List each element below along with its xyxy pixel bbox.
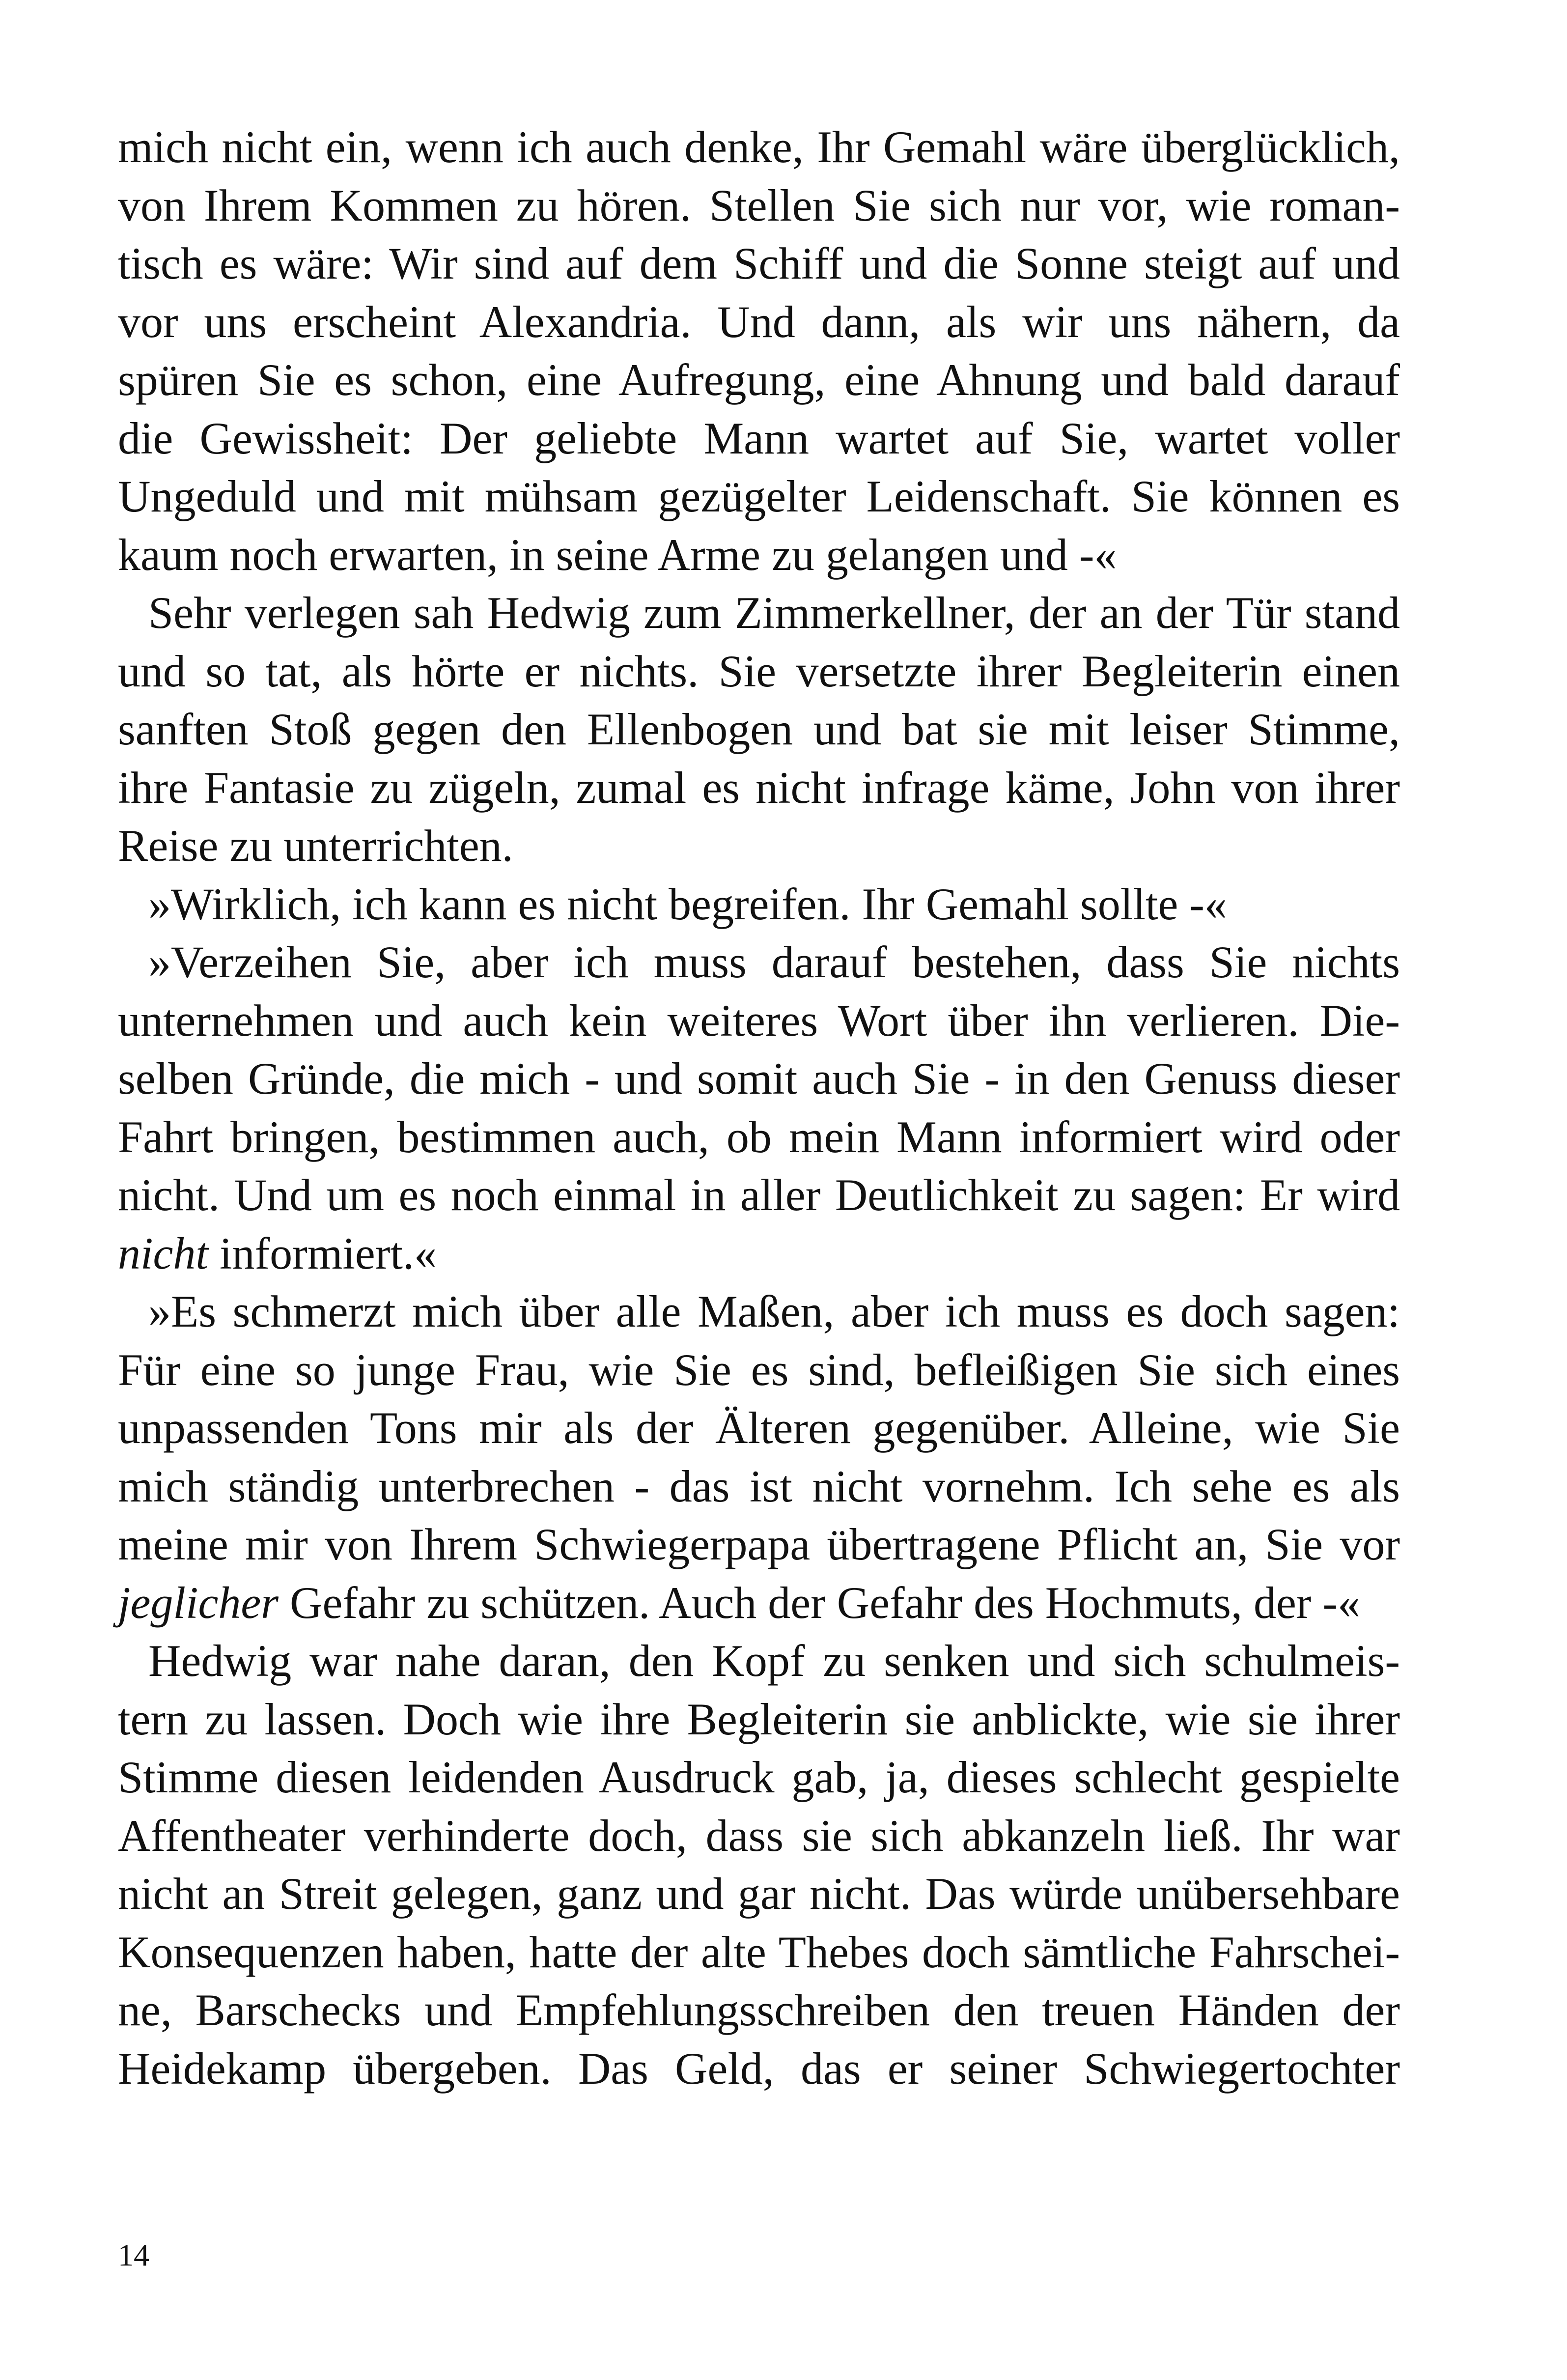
line-text: Fahrt bringen, bestimmen auch, ob mein Mann informiert wird oder — [118, 1111, 1400, 1162]
line-text: tern zu lassen. Doch wie ihre Begleiterin sie anblickte, wie sie ihrer — [118, 1694, 1400, 1744]
line-text: nicht. Und um es noch einmal in aller Deutlichkeit zu sagen: Er wird — [118, 1170, 1400, 1220]
text-line — [118, 1923, 1400, 1982]
line-text: Hedwig war nahe daran, den Kopf zu senken und sich schulmeis- — [148, 1636, 1400, 1686]
line-text: unpassenden Tons mir als der Älteren gegenüber. Alleine, wie Sie — [118, 1403, 1400, 1453]
text-line — [118, 875, 1400, 934]
text-line — [118, 1282, 1400, 1341]
line-text: sanften Stoß gegen den Ellenbogen und bat sie mit leiser Stimme, — [118, 704, 1400, 754]
line-text: mich nicht ein, wenn ich auch denke, Ihr Gemahl wäre überglücklich, — [118, 122, 1400, 172]
text-line — [118, 467, 1400, 526]
line-text: Heidekamp übergeben. Das Geld, das er seiner Schwiegertochter — [118, 2043, 1400, 2094]
text-line — [118, 817, 1400, 875]
line-text: Konsequenzen haben, hatte der alte Thebes doch sämtliche Fahrschei- — [118, 1927, 1400, 1977]
text-line — [118, 1690, 1400, 1749]
line-text: und so tat, als hörte er nichts. Sie versetzte ihrer Begleiterin einen — [118, 646, 1400, 696]
line-text: informiert.« — [208, 1228, 437, 1278]
text-line — [118, 1981, 1400, 2040]
line-text: kaum noch erwarten, in seine Arme zu gelangen und -« — [118, 529, 1117, 580]
body-text — [118, 118, 1400, 2097]
line-text: Ungeduld und mit mühsam gezügelter Leidenschaft. Sie können es — [118, 471, 1400, 521]
line-text: nicht an Streit gelegen, ganz und gar nicht. Das würde unübersehbare — [118, 1869, 1400, 1919]
text-line — [118, 992, 1400, 1050]
text-line — [118, 1399, 1400, 1457]
line-text: mich ständig unterbrechen - das ist nicht vornehm. Ich sehe es als — [118, 1461, 1400, 1511]
text-line — [118, 526, 1400, 584]
line-text: Affentheater verhinderte doch, dass sie sich abkanzeln ließ. Ihr war — [118, 1810, 1400, 1861]
text-line — [118, 1807, 1400, 1865]
line-text: »Verzeihen Sie, aber ich muss darauf bestehen, dass Sie nichts — [148, 937, 1400, 987]
text-line — [118, 2040, 1400, 2098]
line-text: vor uns erscheint Alexandria. Und dann, als wir uns nähern, da — [118, 296, 1400, 347]
text-line — [118, 118, 1400, 176]
line-text: spüren Sie es schon, eine Aufregung, eine Ahnung und bald darauf — [118, 355, 1400, 405]
text-line — [118, 700, 1400, 759]
text-line — [118, 584, 1400, 642]
line-text: Sehr verlegen sah Hedwig zum Zimmerkellner, der an der Tür stand — [148, 588, 1400, 638]
line-text: Gefahr zu schützen. Auch der Gefahr des Hochmuts, der -« — [279, 1577, 1361, 1628]
text-line — [118, 1457, 1400, 1516]
text-line — [118, 293, 1400, 351]
text-line — [118, 409, 1400, 468]
line-text: meine mir von Ihrem Schwiegerpapa übertragene Pflicht an, Sie vor — [118, 1519, 1400, 1569]
text-line — [118, 1515, 1400, 1574]
text-line — [118, 1632, 1400, 1690]
line-text: »Es schmerzt mich über alle Maßen, aber ich muss es doch sagen: — [148, 1286, 1400, 1336]
line-text: Für eine so junge Frau, wie Sie es sind, befleißigen Sie sich eines — [118, 1344, 1400, 1395]
line-text: die Gewissheit: Der geliebte Mann wartet auf Sie, wartet voller — [118, 413, 1400, 463]
emphasis: nicht — [118, 1228, 208, 1278]
line-text: selben Gründe, die mich - und somit auch Sie - in den Genuss dieser — [118, 1053, 1400, 1104]
text-line — [118, 759, 1400, 817]
text-line — [118, 1049, 1400, 1108]
line-text: Stimme diesen leidenden Ausdruck gab, ja, dieses schlecht gespielte — [118, 1752, 1400, 1802]
line-text: Reise zu unterrichten. — [118, 821, 513, 871]
text-line — [118, 1224, 1400, 1283]
line-text: ihre Fantasie zu zügeln, zumal es nicht infrage käme, John von ihrer — [118, 762, 1400, 813]
line-text: tisch es wäre: Wir sind auf dem Schiff und die Sonne steigt auf und — [118, 238, 1400, 288]
line-text: von Ihrem Kommen zu hören. Stellen Sie sich nur vor, wie roman- — [118, 180, 1400, 230]
text-line — [118, 642, 1400, 701]
line-text: »Wirklich, ich kann es nicht begreifen. Ihr Gemahl sollte -« — [148, 878, 1227, 929]
line-text: unternehmen und auch kein weiteres Wort über ihn verlieren. Die- — [118, 995, 1400, 1046]
text-line — [118, 1108, 1400, 1166]
page-number: 14 — [118, 2238, 149, 2272]
emphasis: jeglicher — [118, 1577, 279, 1628]
text-line — [118, 234, 1400, 293]
text-line — [118, 1166, 1400, 1224]
text-line — [118, 1748, 1400, 1807]
line-text: ne, Barschecks und Empfehlungsschreiben den treuen Händen der — [118, 1985, 1400, 2035]
text-line — [118, 1341, 1400, 1399]
text-line — [118, 1574, 1400, 1632]
text-line — [118, 176, 1400, 235]
text-line — [118, 351, 1400, 409]
text-line — [118, 933, 1400, 992]
text-line — [118, 1865, 1400, 1923]
